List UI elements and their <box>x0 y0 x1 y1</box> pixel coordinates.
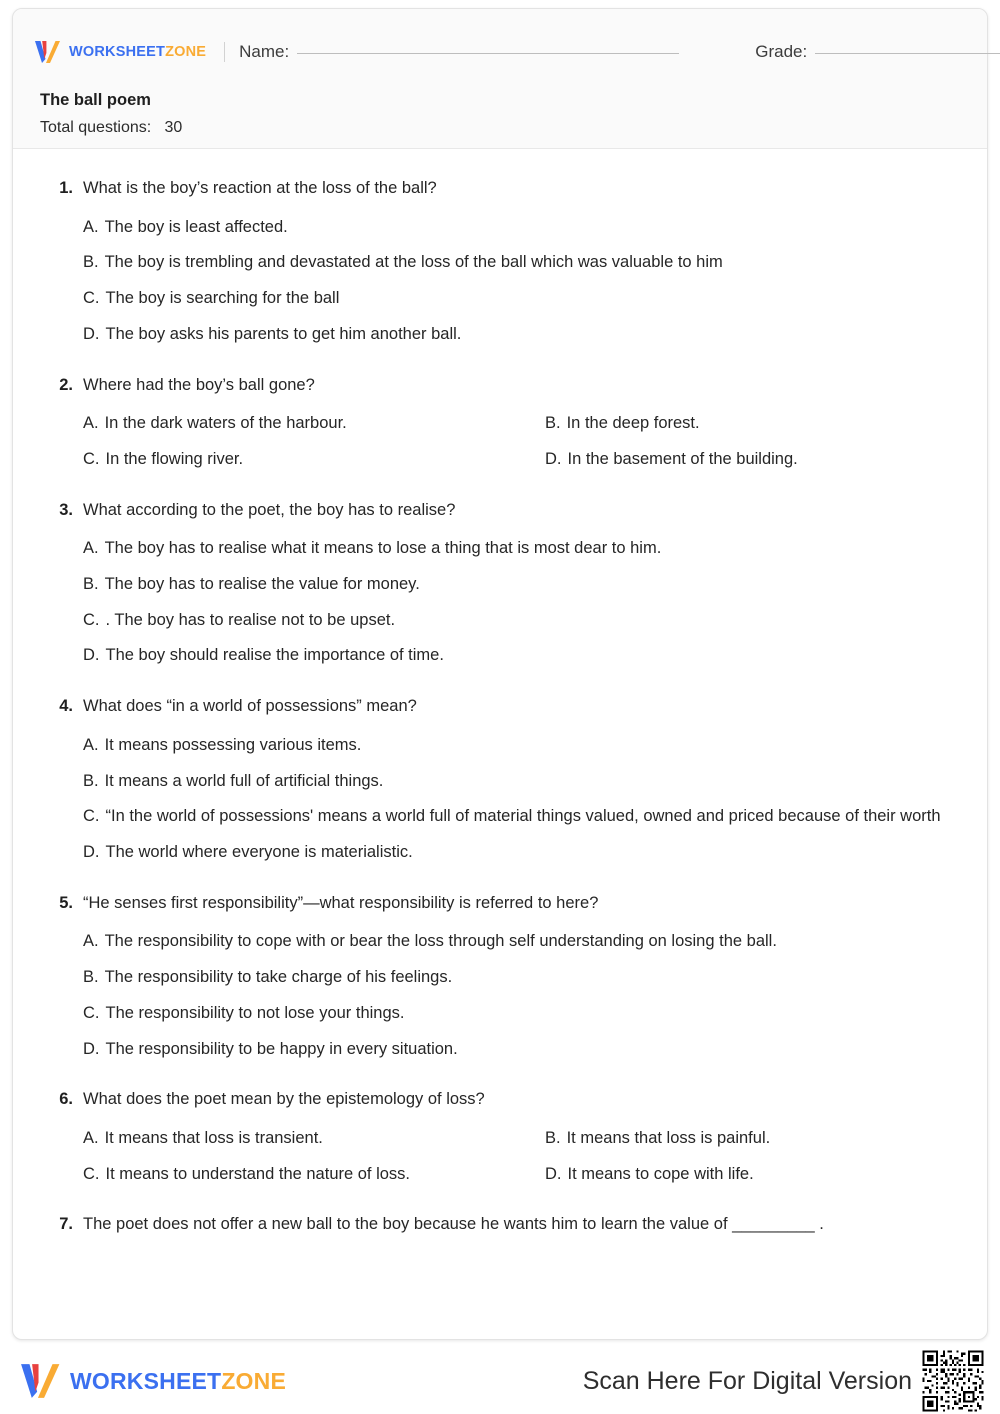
option-item[interactable] <box>83 531 957 567</box>
question-text: What does “in a world of possessions” mean? <box>83 697 417 716</box>
question-text: What is the boy’s reaction at the loss of the ball? <box>83 179 437 197</box>
option-letter: B. <box>545 414 561 433</box>
grade-label: Grade: <box>755 42 808 61</box>
question-head <box>43 373 957 399</box>
option-letter: C. <box>83 1164 100 1183</box>
option-letter: B. <box>545 1128 561 1147</box>
option-list <box>83 924 957 1067</box>
option-text: The boy is least affected. <box>104 217 288 236</box>
option-item[interactable] <box>83 1032 957 1068</box>
option-item[interactable] <box>545 1121 957 1157</box>
option-item[interactable] <box>83 567 957 603</box>
question-head <box>43 694 957 720</box>
title-block <box>40 89 182 140</box>
footer-worksheet-zone-logo <box>18 1361 286 1401</box>
option-letter: C. <box>83 610 100 629</box>
option-text: The boy asks his parents to get him another ball. <box>105 324 462 343</box>
option-item[interactable] <box>83 406 545 442</box>
question-item <box>43 373 957 478</box>
question-item <box>43 1087 957 1192</box>
question-text: What does the poet mean by the epistemology of loss? <box>83 1090 485 1109</box>
option-item[interactable] <box>83 281 957 317</box>
worksheet-title: The ball poem <box>40 91 151 109</box>
option-text: The responsibility to not lose your things. <box>105 1003 405 1022</box>
option-text: The responsibility to take charge of his feelings. <box>104 968 453 987</box>
option-item[interactable] <box>83 638 957 674</box>
option-letter: B. <box>83 968 99 987</box>
option-text: The boy is searching for the ball <box>105 289 340 308</box>
question-head <box>43 176 957 202</box>
worksheet-zone-logo-icon <box>33 39 63 65</box>
option-text: It means to understand the nature of loss. <box>105 1164 411 1183</box>
option-letter: A. <box>83 414 99 433</box>
option-text: In the deep forest. <box>566 414 700 433</box>
option-letter: D. <box>83 646 100 665</box>
option-text: In the dark waters of the harbour. <box>104 414 347 433</box>
option-letter: C. <box>83 449 100 468</box>
name-field <box>239 42 679 62</box>
option-item[interactable] <box>83 210 957 246</box>
worksheet-header <box>13 9 987 149</box>
option-item[interactable] <box>545 406 957 442</box>
option-text: The boy has to realise the value for money. <box>104 574 420 593</box>
option-letter: B. <box>83 574 99 593</box>
header-divider <box>224 42 225 62</box>
option-text: In the flowing river. <box>105 449 244 468</box>
question-number: 7. <box>59 1215 73 1234</box>
grade-field <box>755 42 1000 62</box>
header-row <box>33 35 967 69</box>
option-letter: A. <box>83 217 99 236</box>
total-questions: Total questions: 30 <box>40 119 183 137</box>
option-item[interactable] <box>83 764 957 800</box>
option-text: In the basement of the building. <box>567 449 798 468</box>
question-text: The poet does not offer a new ball to the boy because he wants him to learn the value of _________ . <box>83 1215 824 1234</box>
option-letter: C. <box>83 289 100 308</box>
option-letter: C. <box>83 1003 100 1022</box>
worksheet-card <box>12 8 988 1340</box>
option-text: The responsibility to be happy in every situation. <box>105 1039 458 1058</box>
option-item[interactable] <box>545 442 957 478</box>
question-text: Where had the boy’s ball gone? <box>83 375 315 394</box>
option-text: It means to cope with life. <box>567 1164 754 1183</box>
option-item[interactable] <box>83 924 957 960</box>
question-number: 3. <box>59 500 73 519</box>
qr-code-icon[interactable] <box>920 1348 986 1414</box>
option-item[interactable] <box>83 728 957 764</box>
option-text: The world where everyone is materialistic. <box>105 843 413 861</box>
option-item[interactable] <box>83 960 957 996</box>
footer-worksheet-zone-logo-icon <box>18 1361 64 1401</box>
option-item[interactable] <box>83 799 957 835</box>
option-list <box>83 406 957 478</box>
question-number: 4. <box>59 697 73 716</box>
question-number: 5. <box>59 893 73 912</box>
option-text: It means possessing various items. <box>104 735 362 754</box>
option-text: It means that loss is painful. <box>566 1128 771 1147</box>
option-text: It means that loss is transient. <box>104 1128 323 1147</box>
option-item[interactable] <box>83 996 957 1032</box>
option-text: . The boy has to realise not to be upset. <box>105 610 396 629</box>
option-item[interactable] <box>83 245 957 281</box>
logo-wordmark <box>69 44 206 60</box>
option-text: The boy should realise the importance of time. <box>105 646 444 665</box>
option-letter: D. <box>545 1164 562 1183</box>
option-letter: A. <box>83 1128 99 1147</box>
option-list <box>83 1121 957 1193</box>
question-text: What according to the poet, the boy has to realise? <box>83 500 456 519</box>
question-item <box>43 891 957 1068</box>
option-letter: A. <box>83 932 99 951</box>
option-letter: B. <box>83 771 99 790</box>
option-item[interactable] <box>83 317 957 353</box>
question-head <box>43 891 957 917</box>
option-letter: D. <box>83 1039 100 1058</box>
question-item <box>43 176 957 353</box>
option-item[interactable] <box>83 442 545 478</box>
page-footer <box>0 1348 1000 1414</box>
question-item <box>43 498 957 675</box>
question-head <box>43 1212 957 1238</box>
option-letter: B. <box>83 253 99 272</box>
question-number: 6. <box>59 1090 73 1109</box>
name-input[interactable] <box>297 53 679 54</box>
option-list <box>83 531 957 674</box>
option-text: The responsibility to cope with or bear the loss through self understanding on losing the ball. <box>104 932 777 951</box>
name-label: Name: <box>239 42 290 61</box>
question-number: 1. <box>59 179 73 197</box>
option-letter: C. <box>83 807 100 826</box>
question-item <box>43 1212 957 1238</box>
questions-list <box>13 150 987 1246</box>
option-text: It means a world full of artificial things. <box>104 771 384 790</box>
footer-logo-word-worksheet: WORKSHEET <box>70 1367 222 1394</box>
worksheet-zone-logo <box>33 39 206 65</box>
option-text: The boy has to realise what it means to lose a thing that is most dear to him. <box>104 539 662 558</box>
option-item[interactable] <box>83 1121 545 1157</box>
option-item[interactable] <box>545 1157 957 1193</box>
option-item[interactable] <box>83 1157 545 1193</box>
option-letter: D. <box>83 843 100 861</box>
scan-here-label: Scan Here For Digital Version <box>582 1366 912 1395</box>
option-list <box>83 210 957 353</box>
logo-word-zone: ZONE <box>165 44 207 60</box>
logo-word-worksheet: WORKSHEET <box>69 44 166 60</box>
option-letter: A. <box>83 735 99 754</box>
option-text: “In the world of possessions' means a world full of material things valued, owned and priced because of their worth <box>105 807 941 826</box>
footer-logo-wordmark <box>70 1368 286 1395</box>
option-text: The boy is trembling and devastated at the loss of the ball which was valuable to him <box>104 253 723 272</box>
option-item[interactable] <box>83 835 957 871</box>
option-letter: A. <box>83 539 99 558</box>
question-head <box>43 1087 957 1113</box>
option-letter: D. <box>545 449 562 468</box>
question-item <box>43 694 957 871</box>
grade-input[interactable] <box>815 53 1000 54</box>
question-text: “He senses first responsibility”—what responsibility is referred to here? <box>83 893 599 912</box>
question-head <box>43 498 957 524</box>
question-number: 2. <box>59 375 73 394</box>
option-item[interactable] <box>83 603 957 639</box>
option-letter: D. <box>83 324 100 343</box>
option-list <box>83 728 957 871</box>
footer-logo-word-zone: ZONE <box>221 1367 287 1394</box>
